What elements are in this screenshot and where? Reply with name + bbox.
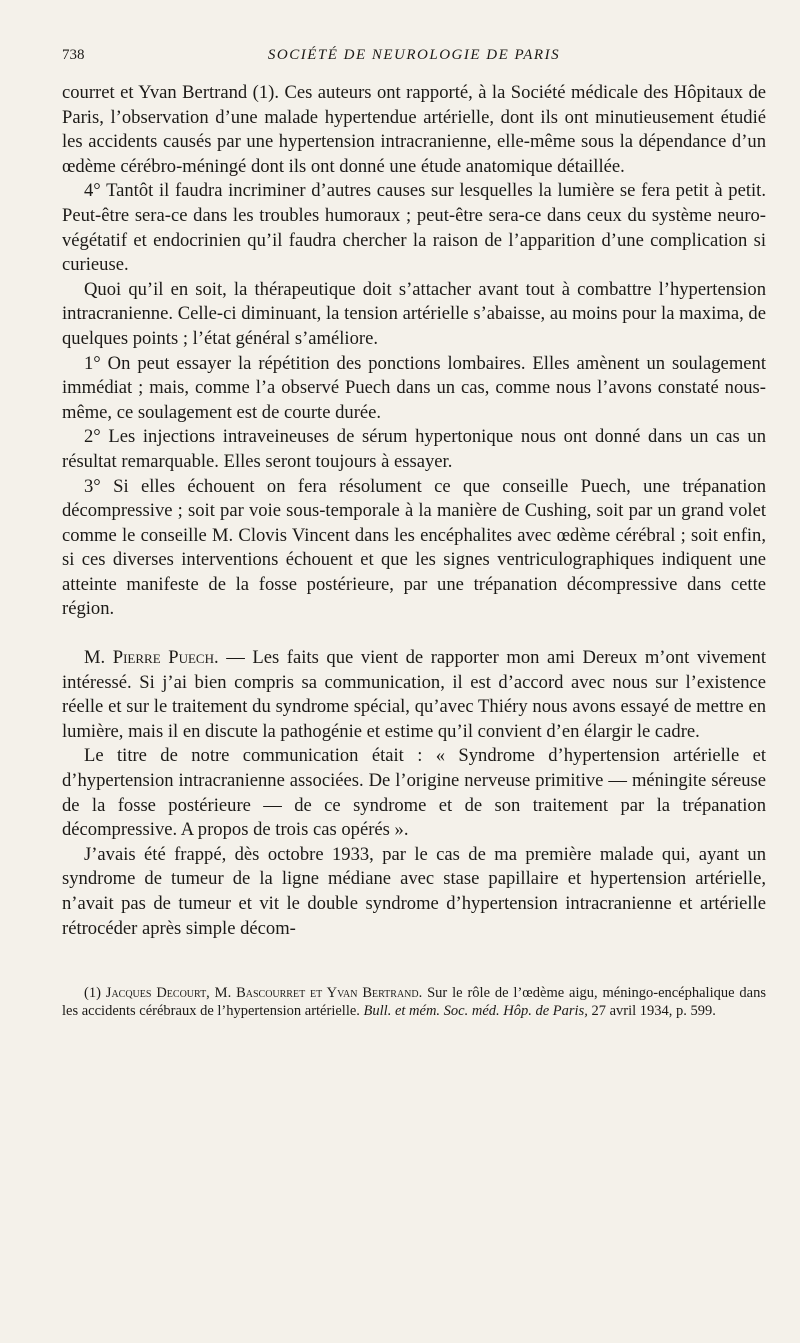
- body-text: [62, 81, 766, 941]
- paragraph-puech-reply: [62, 646, 766, 744]
- paragraph-point-3: 3° Si elles échouent on fera résolument ce que conseille Puech, une trépanation décompressive ; soit par voie sous-temporale à la manière de Cushing, soit par un grand volet comme le conseille M. Clovis Vincent dans les encéphalites avec œdème cérébral ; soit enfin, si ces diverses interventions échouent et que les signes ventriculographiques indiquent une atteinte manifeste de la fosse postérieure, par une trépanation décompressive dans cette région.: [62, 475, 766, 620]
- running-head: [62, 47, 766, 73]
- footnote: [62, 985, 766, 1020]
- paragraph-communication-title: Le titre de notre communication était : « Syndrome d’hypertension artérielle et d’hypertension intracranienne associées. De l’origine nerveuse primitive — méningite séreuse de la fosse postérieure — de ce syndrome et de son traitement par la trépanation décompressive. A propos de trois cas opérés ».: [62, 745, 766, 841]
- paragraph-first-patient: J’avais été frappé, dès octobre 1933, par le cas de ma première malade qui, ayant un syndrome de tumeur de la ligne médiane avec stase papillaire et hypertension artérielle, n’avait pas de tumeur et vit le double syndrome d’hypertension intracranienne et artérielle rétrocéder après simple décom-: [62, 843, 766, 939]
- footnote-text: Sur le rôle de l’œdème aigu, méningo-encéphalique dans les accidents cérébraux de l’hypertension artérielle.: [62, 985, 766, 1019]
- footnote-marker: (1): [84, 985, 101, 1002]
- paragraph-therapy: Quoi qu’il en soit, la thérapeutique doit s’attacher avant tout à combattre l’hypertension intracranienne. Celle-ci diminuant, la tension artérielle s’abaisse, au moins pour la maxima, de quelques points ; l’état général s’améliore.: [62, 278, 766, 349]
- paragraph-point-2: 2° Les injections intraveineuses de sérum hypertonique nous ont donné dans un cas un résultat remarquable. Elles seront toujours à essayer.: [62, 426, 766, 472]
- paragraph-point-1: 1° On peut essayer la répétition des ponctions lombaires. Elles amènent un soulagement immédiat ; mais, comme l’a observé Puech dans un cas, comme nous l’avons constaté nous-même, ce soulagement est de courte durée.: [62, 352, 766, 423]
- footnote-authors: Jacques Decourt, M. Bascourret et Yvan Bertrand.: [105, 985, 423, 1002]
- paragraph-continuation: courret et Yvan Bertrand (1). Ces auteurs ont rapporté, à la Société médicale des Hôpitaux de Paris, l’observation d’une malade hypertendue artérielle, dont ils ont minutieusement étudié les accidents causés par une hypertension intracranienne, elle-même sous la dépendance d’un œdème cérébro-méningé dont ils ont donné une étude anatomique détaillée.: [62, 82, 766, 177]
- speaker-name: M. Pierre Puech.: [84, 647, 219, 669]
- speaker-text: — Les faits que vient de rapporter mon ami Dereux m’ont vivement intéressé. Si j’ai bien compris sa communication, il est d’accord avec nous sur l’existence réelle et sur le traitement du syndrome spécial, qu’avec Thiéry nous avons essayé de mettre en lumière, mais il en discute la pathogénie et estime qu’il convient d’en élargir le cadre.: [62, 647, 767, 742]
- footnote-journal: Bull. et mém. Soc. méd. Hôp. de Paris,: [363, 1002, 588, 1019]
- footnote-details: 27 avril 1934, p. 599.: [587, 1002, 716, 1019]
- page-number: 738: [62, 47, 85, 63]
- journal-title: SOCIÉTÉ DE NEUROLOGIE DE PARIS: [267, 47, 561, 63]
- paragraph-point-4: 4° Tantôt il faudra incriminer d’autres causes sur lesquelles la lumière se fera petit à petit. Peut-être sera-ce dans les troubles humoraux ; peut-être sera-ce dans ceux du système neuro-végétatif et endocrinien qu’il faudra chercher la raison de l’apparition d’une complication si curieuse.: [62, 180, 766, 276]
